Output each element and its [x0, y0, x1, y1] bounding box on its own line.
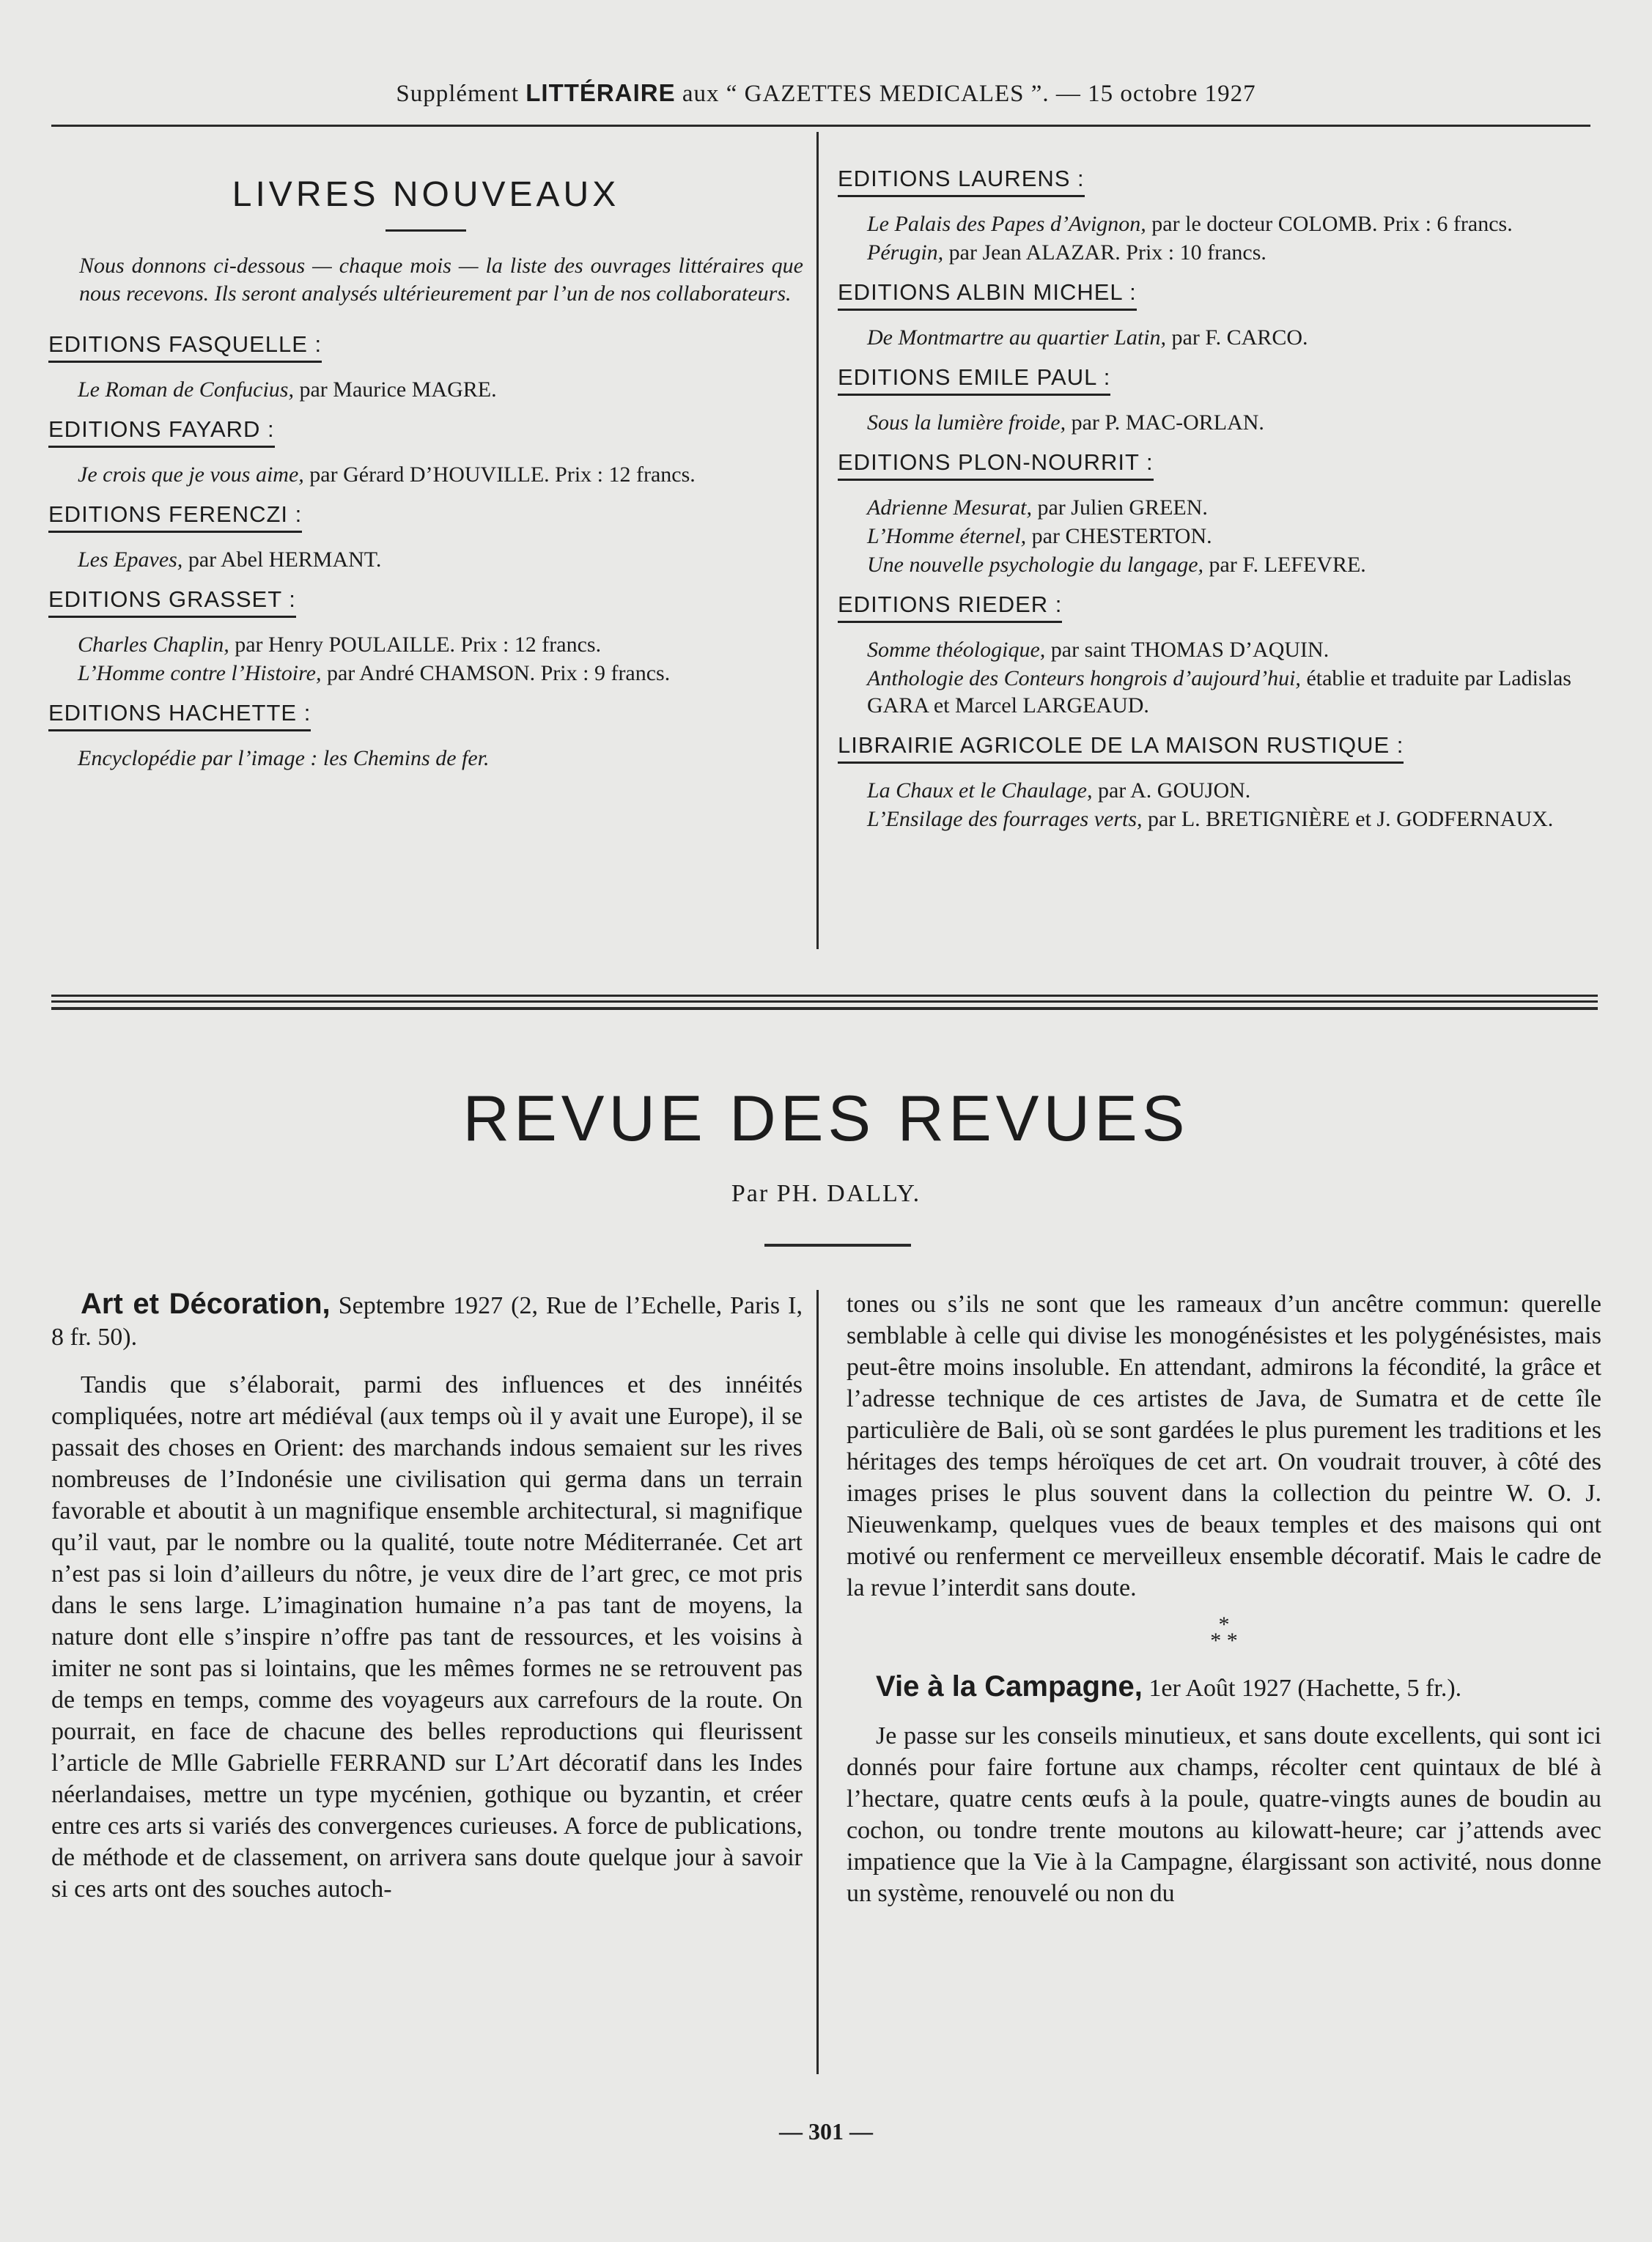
page-number: — 301 —: [779, 2118, 873, 2145]
book-title: L’Homme éternel,: [867, 524, 1027, 548]
book-author: établie et traduite par Ladislas GARA et Marcel LARGEAUD.: [867, 666, 1571, 718]
article-paragraph-vie-campagne: Je passe sur les conseils minutieux, et sans doute excellents, qui sont ici donnés pour faire fortune aux champs, récolter cent quintaux de blé à l’hectare, quatre cents œufs à la poule, quatre-vingts aunes de boudin au cochon, ou tondre trente moutons au kilowatt-heure; car j’attends avec impatience que la Vie à la Campagne, élargissant son activité, nous donne un système, renouvelé ou non du: [847, 1722, 1601, 1907]
left-sections: [48, 320, 803, 772]
book-title: Somme théologique,: [867, 638, 1046, 662]
publisher-heading: EDITIONS EMILE PAUL :: [838, 364, 1110, 396]
book-entry: [838, 409, 1593, 436]
running-header: [0, 79, 1652, 108]
revue-title: REVUE DES REVUES: [462, 1082, 1190, 1154]
revue-left-column: [51, 1288, 803, 1915]
book-author: par Abel HERMANT.: [182, 547, 382, 572]
book-author: par Jean ALAZAR. Prix : 10 francs.: [943, 240, 1266, 265]
book-title: L’Homme contre l’Histoire,: [78, 661, 322, 685]
book-entry: [48, 745, 803, 772]
header-rule: [51, 125, 1590, 127]
book-entry: [48, 631, 803, 658]
book-author: par F. CARCO.: [1166, 325, 1308, 350]
book-entry: [838, 494, 1593, 521]
section-stars: * * *: [1210, 1612, 1238, 1653]
livres-title: LIVRES NOUVEAUX: [232, 175, 620, 214]
article-heading-art-decoration: Art et Décoration,: [81, 1288, 331, 1320]
book-entry: [838, 523, 1593, 550]
book-entry: [48, 660, 803, 687]
book-title: Anthologie des Conteurs hongrois d’aujourd’hui,: [867, 666, 1301, 690]
livres-left-column: [48, 147, 803, 773]
publisher-heading: EDITIONS HACHETTE :: [48, 700, 311, 731]
book-title: Le Roman de Confucius,: [78, 377, 294, 402]
book-entry: [838, 210, 1593, 237]
byline-rule: [764, 1244, 911, 1247]
column-divider-top: [816, 132, 819, 949]
livres-intro: Nous donnons ci-dessous — chaque mois — la liste des ouvrages littéraires que nous recevons. Ils seront analysés ultérieurement par l’un de nos collaborateurs.: [79, 254, 803, 306]
header-suffix: aux “ GAZETTES MEDICALES ”. — 15 octobre 1927: [682, 81, 1256, 107]
book-title: De Montmartre au quartier Latin,: [867, 325, 1167, 350]
section-rule-2: [51, 1000, 1598, 1003]
book-entry: [838, 805, 1593, 833]
book-author: par A. GOUJON.: [1092, 778, 1251, 803]
book-title: Le Palais des Papes d’Avignon,: [867, 212, 1146, 236]
title-rule: [386, 229, 466, 232]
column-divider-bottom: [816, 1290, 819, 2074]
book-title: Sous la lumière froide,: [867, 410, 1066, 435]
book-title: Je crois que je vous aime,: [78, 462, 304, 487]
book-author: par André CHAMSON. Prix : 9 francs.: [321, 661, 671, 685]
publisher-heading: EDITIONS LAURENS :: [838, 166, 1085, 197]
book-entry: [48, 461, 803, 488]
header-bold: LITTÉRAIRE: [526, 79, 676, 106]
book-title: Une nouvelle psychologie du langage,: [867, 553, 1204, 577]
book-author: par Gérard D’HOUVILLE. Prix : 12 francs.: [303, 462, 696, 487]
book-entry: [838, 636, 1593, 663]
publisher-heading: LIBRAIRIE AGRICOLE DE LA MAISON RUSTIQUE :: [838, 732, 1404, 764]
section-rule-1: [51, 995, 1598, 997]
publisher-heading: EDITIONS PLON-NOURRIT :: [838, 449, 1154, 481]
section-rule-3: [51, 1007, 1598, 1010]
publisher-heading: EDITIONS FERENCZI :: [48, 501, 302, 533]
article-heading-vie-campagne-details: 1er Août 1927 (Hachette, 5 fr.).: [1142, 1675, 1462, 1702]
book-author: par saint THOMAS D’AQUIN.: [1045, 638, 1330, 662]
publisher-heading: EDITIONS FAYARD :: [48, 416, 275, 448]
book-entry: [838, 324, 1593, 351]
book-title: L’Ensilage des fourrages verts,: [867, 807, 1143, 831]
book-title: Encyclopédie par l’image : les Chemins de fer.: [78, 746, 490, 770]
book-entry: [838, 551, 1593, 578]
article-paragraph-art-decoration: Tandis que s’élaborait, parmi des influences et des innéités compliquées, notre art médiéval (aux temps où il y avait une Europe), il se passait des choses en Orient: des marchands indous semaient sur les rives nombreuses de l’Indonésie une civilisation qui germa dans un terrain favorable et aboutit à un magnifique ensemble architectural, si magnifique qu’il vaut, par le nombre ou la qualité, toute notre Méditerranée. Cet art n’est pas si loin d’ailleurs du nôtre, je veux dire de l’art grec, ce mot pris dans le sens large. L’imagination humaine n’a pas tant de moyens, la nature dont elle s’inspire n’offre pas tant de ressources, et les voisins à imiter ne sont pas si lointains, que les mêmes formes ne se retrouvent pas de temps en temps, comme des voyageurs aux carrefours de la route. On pourrait, en face de chacune des belles reproductions qui fleurissent l’article de Mlle Gabrielle FERRAND sur L’Art décoratif dans les Indes néerlandaises, mettre un type mycénien, gothique ou byzantin, et créer entre ces arts si variés des convergences curieuses. A force de publications, de méthode et de classement, on arrivera sans doute quelque jour à savoir si ces arts ont des souches autoch-: [51, 1371, 803, 1903]
book-author: par P. MAC-ORLAN.: [1066, 410, 1264, 435]
book-entry: [838, 777, 1593, 804]
article-heading-vie-campagne: Vie à la Campagne,: [876, 1670, 1143, 1703]
right-sections: [838, 154, 1593, 833]
article-continuation: tones ou s’ils ne sont que les rameaux d’un ancêtre commun: querelle semblable à celle qui divise les monogénésistes et les polygénésistes, mais peut-être moins insoluble. En attendant, admirons la fécondité, la grâce et l’adresse technique de ces artistes de Java, de Sumatra et de cette île particulière de Bali, où se sont gardées le plus purement les traditions et les héritages des temps héroïques de cet art. On voudrait trouver, à côté des images prises le plus souvent dans la collection du peintre W. O. J. Nieuwenkamp, quelques vues de beaux temples et des maisons qui ont motivé ou renferment ce merveilleux ensemble décoratif. Mais le cadre de la revue l’interdit sans doute.: [847, 1291, 1601, 1601]
book-title: Charles Chaplin,: [78, 633, 229, 657]
book-entry: [838, 665, 1593, 719]
book-title: La Chaux et le Chaulage,: [867, 778, 1093, 803]
book-entry: [48, 376, 803, 403]
book-title: Les Epaves,: [78, 547, 183, 572]
book-author: par Henry POULAILLE. Prix : 12 francs.: [229, 633, 602, 657]
book-title: Adrienne Mesurat,: [867, 495, 1032, 520]
revue-right-column: [847, 1288, 1601, 1920]
book-author: par L. BRETIGNIÈRE et J. GODFERNAUX.: [1142, 807, 1554, 831]
publisher-heading: EDITIONS GRASSET :: [48, 586, 296, 618]
article-heading-art-decoration-details: Septembre 1927 (2, Rue de l’Echelle, Paris I, 8 fr. 50).: [51, 1292, 803, 1351]
book-author: par CHESTERTON.: [1026, 524, 1212, 548]
book-author: par le docteur COLOMB. Prix : 6 francs.: [1146, 212, 1513, 236]
book-entry: [48, 546, 803, 573]
publisher-heading: EDITIONS ALBIN MICHEL :: [838, 279, 1137, 311]
book-author: par Julien GREEN.: [1031, 495, 1208, 520]
revue-byline: Par PH. DALLY.: [731, 1180, 921, 1207]
publisher-heading: EDITIONS RIEDER :: [838, 591, 1062, 623]
book-author: par Maurice MAGRE.: [293, 377, 497, 402]
header-prefix: Supplément: [396, 81, 520, 107]
livres-right-column: [838, 154, 1593, 834]
book-entry: [838, 239, 1593, 266]
publisher-heading: EDITIONS FASQUELLE :: [48, 331, 322, 363]
book-title: Pérugin,: [867, 240, 944, 265]
book-author: par F. LEFEVRE.: [1203, 553, 1366, 577]
